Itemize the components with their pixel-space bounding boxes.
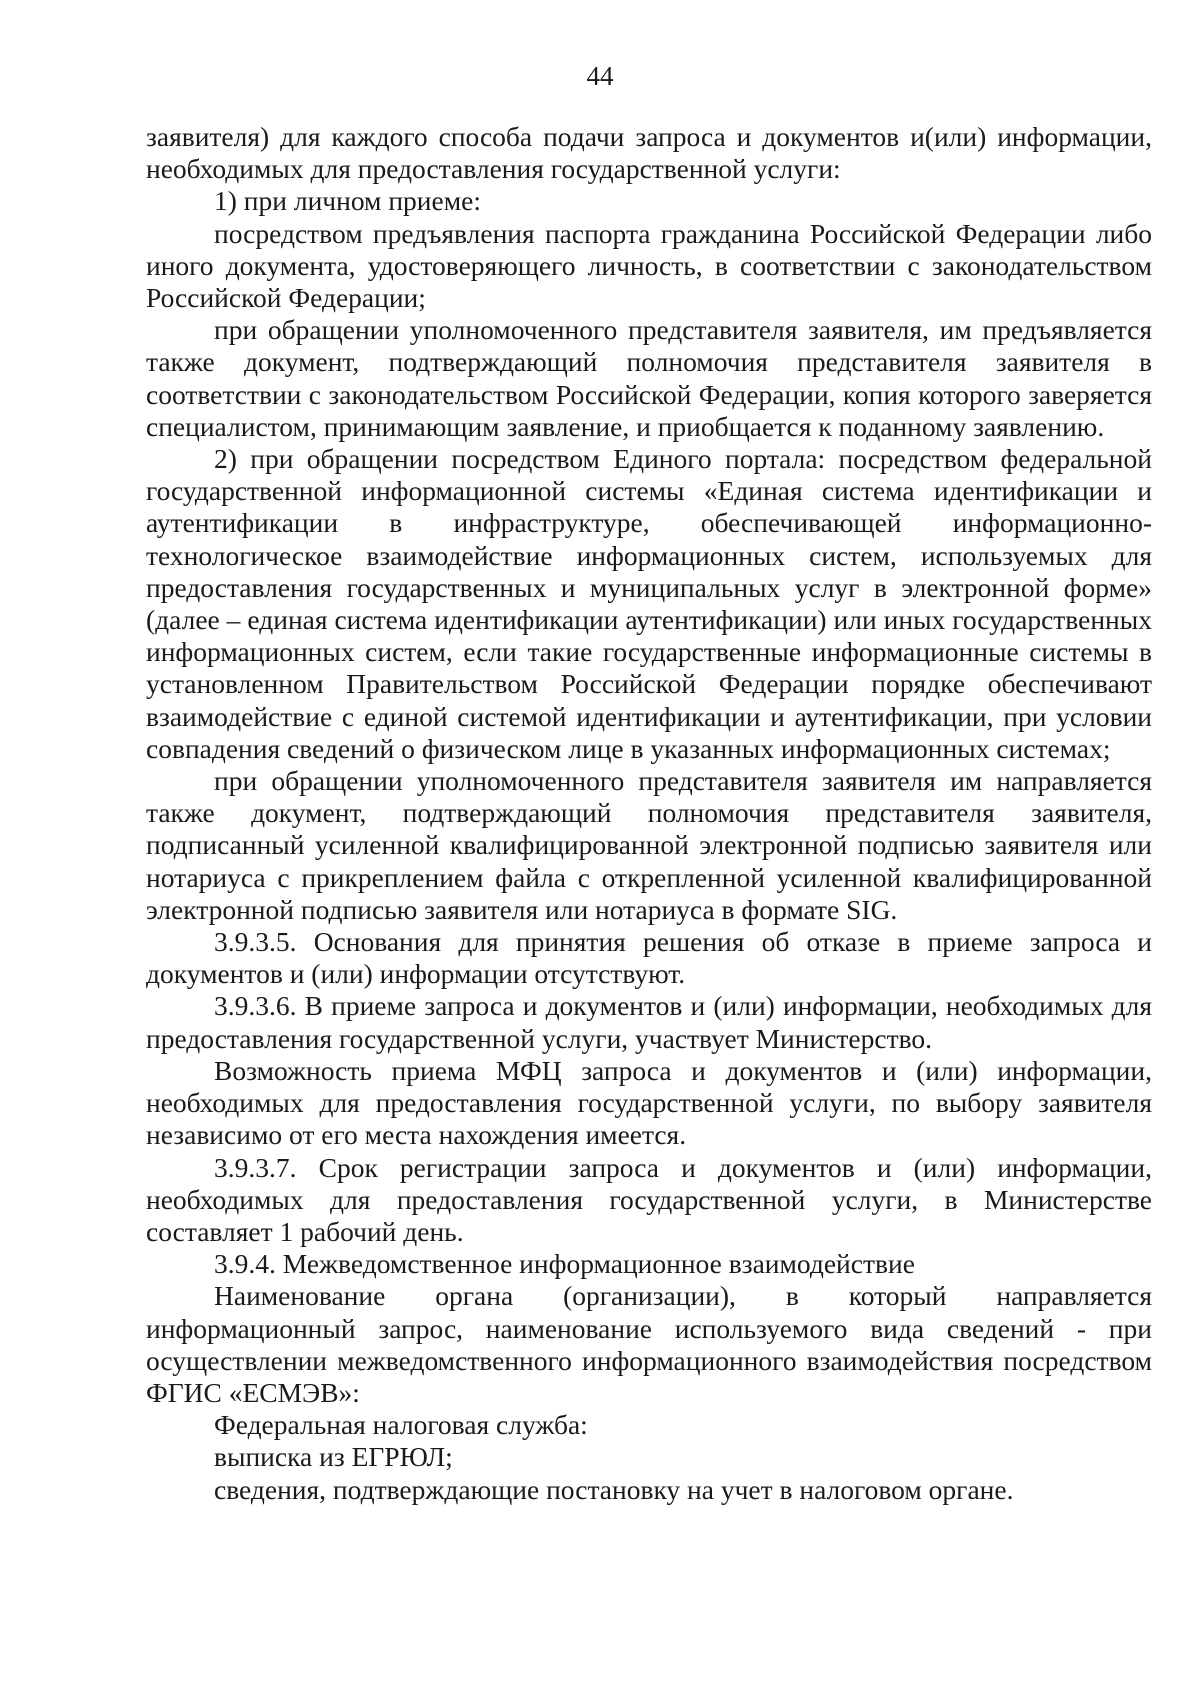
paragraph-passport: посредством предъявления паспорта гражданина Российской Федерации либо иного документа, удостоверяющего личность, в соответствии с законодательством Российской Федерации; (146, 217, 1152, 314)
list-item-tax-service: Федеральная налоговая служба: (214, 1409, 588, 1441)
page-number: 44 (586, 61, 614, 91)
list-item-tax-registration: сведения, подтверждающие постановку на учет в налоговом органе. (214, 1473, 1014, 1505)
paragraph-interagency-request: Наименование органа (организации), в который направляется информационный запрос, наименование используемого вида сведений - при осуществлении межведомственного информационного взаимодействия посредством ФГИС «ЕСМЭВ»: (146, 1280, 1152, 1408)
list-item-egrul-extract: выписка из ЕГРЮЛ; (214, 1441, 453, 1473)
heading-3-9-4: 3.9.4. Межведомственное информационное взаимодействие (214, 1248, 915, 1280)
paragraph-3-9-3-6: 3.9.3.6. В приеме запроса и документов и (или) информации, необходимых для предоставления государственной услуги, участвует Министерство. (146, 990, 1152, 1054)
paragraph-representative-visit: при обращении уполномоченного представителя заявителя, им предъявляется также документ, подтверждающий полномочия представителя заявителя в соответствии с законодательством Российской Федерации, копия которого заверяется специалистом, принимающим заявление, и приобщается к поданному заявлению. (146, 314, 1152, 442)
paragraph-unified-portal: 2) при обращении посредством Единого портала: посредством федеральной государственной информационной системы «Единая система идентификации и аутентификации в инфраструктуре, обеспечивающей информационно-технологическое взаимодействие информационных систем, используемых для предоставления государственных и муниципальных услуг в электронной форме» (далее – единая система идентификации аутентификации) или иных государственных информационных систем, если такие государственные информационные системы в установленном Правительством Российской Федерации порядке обеспечивают взаимодействие с единой системой идентификации и аутентификации, при условии совпадения сведений о физическом лице в указанных информационных системах; (146, 443, 1152, 764)
document-body (146, 121, 1152, 1506)
paragraph-mfc-acceptance: Возможность приема МФЦ запроса и документов и (или) информации, необходимых для предоставления государственной услуги, по выбору заявителя независимо от его места нахождения имеется. (146, 1054, 1152, 1151)
paragraph-3-9-3-5: 3.9.3.5. Основания для принятия решения об отказе в приеме запроса и документов и (или) информации отсутствуют. (146, 926, 1152, 990)
paragraph-continuation: заявителя) для каждого способа подачи запроса и документов и(или) информации, необходимых для предоставления государственной услуги: (146, 121, 1152, 185)
paragraph-representative-portal: при обращении уполномоченного представителя заявителя им направляется также документ, подтверждающий полномочия представителя заявителя, подписанный усиленной квалифицированной электронной подписью заявителя или нотариуса с прикреплением файла с открепленной усиленной квалифицированной электронной подписью заявителя или нотариуса в формате SIG. (146, 765, 1152, 925)
paragraph-personal-visit: 1) при личном приеме: (214, 185, 481, 217)
paragraph-3-9-3-7: 3.9.3.7. Срок регистрации запроса и документов и (или) информации, необходимых для предоставления государственной услуги, в Министерстве составляет 1 рабочий день. (146, 1151, 1152, 1247)
